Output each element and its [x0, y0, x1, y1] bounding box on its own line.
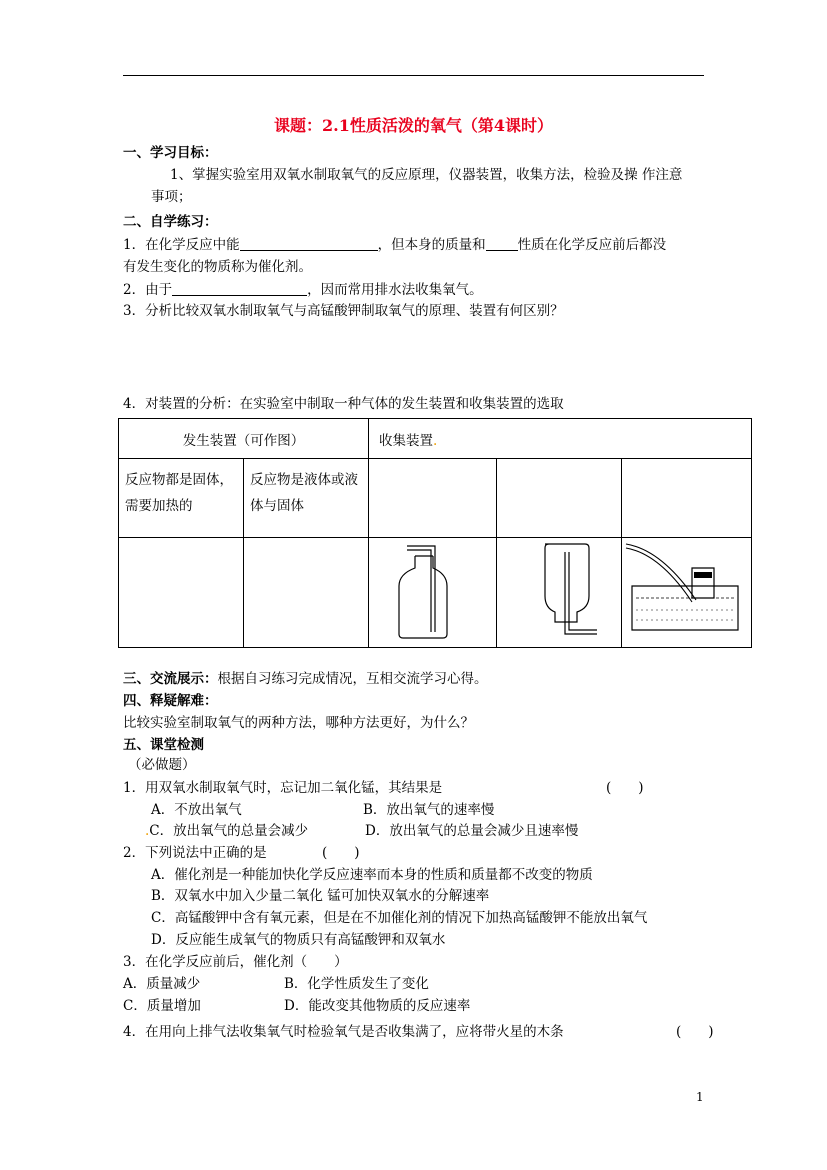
exercise-2-part-b: ，因而常用排水法收集氧气。 [307, 282, 483, 298]
answer-blank[interactable] [486, 236, 518, 251]
collection-apparatus-header: 收集装置. [369, 419, 752, 459]
answer-parenthesis[interactable]: ( ) [606, 780, 644, 796]
q1-option-c[interactable]: C．放出氧气的总量会减少 [149, 823, 309, 839]
collection-cell-2 [496, 459, 622, 538]
exercise-1 [123, 236, 666, 254]
test-question-1: 1．用双氧水制取氧气时，忘记加二氧化锰，其结果是 [123, 780, 443, 796]
required-label: （必做题） [128, 757, 196, 773]
q3-option-b[interactable]: B．化学性质发生了变化 [284, 976, 429, 992]
water-displacement-apparatus-icon [622, 538, 748, 643]
drawing-cell-2 [244, 538, 369, 648]
section-3 [123, 670, 488, 688]
apparatus-table [118, 418, 752, 648]
q1-option-b[interactable]: B．放出氧气的速率慢 [363, 802, 495, 818]
test-question-4: 4．在用向上排气法收集氧气时检验氧气是否收集满了，应将带火星的木条 [123, 1024, 564, 1040]
section-3-text: 根据自习练习完成情况，互相交流学习心得。 [217, 671, 488, 687]
downward-air-displacement-cell [496, 538, 622, 648]
generation-apparatus-header: 发生装置（可作图） [119, 419, 369, 459]
collection-cell-1 [369, 459, 497, 538]
water-displacement-cell [622, 538, 752, 648]
q3-option-d[interactable]: D．能改变其他物质的反应速率 [284, 998, 471, 1014]
section-2-heading: 二、自学练习： [123, 214, 218, 230]
exercise-2 [123, 281, 483, 299]
answer-blank[interactable] [240, 236, 378, 251]
q1-option-d[interactable]: D．放出氧气的总量会减少且速率慢 [365, 823, 579, 839]
q1-option-c-row: .C．放出氧气的总量会减少 [145, 823, 309, 839]
exercise-2-part-a: 2．由于 [123, 282, 173, 298]
collection-apparatus-label: 收集装置 [379, 432, 433, 449]
header-rule [123, 75, 704, 76]
answer-parenthesis[interactable]: ( ) [322, 845, 360, 861]
test-question-3: 3．在化学反应前后，催化剂（ ） [123, 954, 348, 970]
answer-parenthesis[interactable]: ( ) [676, 1024, 714, 1040]
section-1-heading: 一、学习目标： [123, 145, 218, 161]
upward-air-displacement-cell [369, 538, 497, 648]
section-5-heading: 五、课堂检测 [123, 737, 204, 753]
exercise-1-part-c: 性质在化学反应前后都没 [517, 237, 667, 253]
q2-option-b[interactable]: B．双氧水中加入少量二氧化 锰可加快双氧水的分解速率 [151, 888, 490, 904]
solid-heating-text: 反应物都是固体，需要加热的 [125, 472, 233, 514]
section-4-text: 比较实验室制取氧气的两种方法，哪种方法更好，为什么？ [123, 715, 474, 731]
q2-option-c[interactable]: C．高锰酸钾中含有氧元素，但是在不加催化剂的情况下加热高锰酸钾不能放出氧气 [151, 910, 648, 926]
section-4-heading: 四、释疑解难： [123, 693, 218, 709]
q2-option-d[interactable]: D．反应能生成氧气的物质只有高锰酸钾和双氧水 [151, 932, 446, 948]
exercise-4: 4．对装置的分析：在实验室中制取一种气体的发生装置和收集装置的选取 [123, 396, 564, 412]
q3-option-c[interactable]: C．质量增加 [123, 998, 201, 1014]
downward-air-displacement-bottle-icon [497, 538, 619, 643]
solid-heating-cell [119, 459, 244, 538]
exercise-1-part-a: 1．在化学反应中能 [123, 237, 240, 253]
exercise-1-part-b: ，但本身的质量和 [377, 237, 486, 253]
exercise-1-line-2: 有发生变化的物质称为催化剂。 [123, 259, 312, 275]
test-question-2: 2．下列说法中正确的是 [123, 845, 267, 861]
drawing-cell-1 [119, 538, 244, 648]
q2-option-a[interactable]: A．催化剂是一种能加快化学反应速率而本身的性质和质量都不改变的物质 [151, 867, 593, 883]
collection-cell-3 [622, 459, 752, 538]
exercise-3: 3．分析比较双氧水制取氧气与高锰酸钾制取氧气的原理、装置有何区别？ [123, 303, 564, 319]
upward-air-displacement-bottle-icon [369, 538, 493, 643]
page-number: 1 [696, 1090, 704, 1104]
liquid-solid-text: 反应物是液体或液体与固体 [250, 472, 358, 514]
q1-option-a[interactable]: A．不放出氧气 [151, 802, 242, 818]
goal-line-2: 事项； [151, 189, 192, 205]
q3-option-a[interactable]: A．质量减少 [123, 976, 201, 992]
page-title: 课题：2.1性质活泼的氧气（第4课时） [274, 116, 553, 135]
goal-line-1: 1、掌握实验室用双氧水制取氧气的反应原理，仪器装置，收集方法，检验及操 作注意 [170, 167, 683, 183]
section-3-heading: 三、交流展示： [123, 671, 218, 687]
liquid-solid-cell [244, 459, 369, 538]
answer-blank[interactable] [172, 281, 307, 296]
